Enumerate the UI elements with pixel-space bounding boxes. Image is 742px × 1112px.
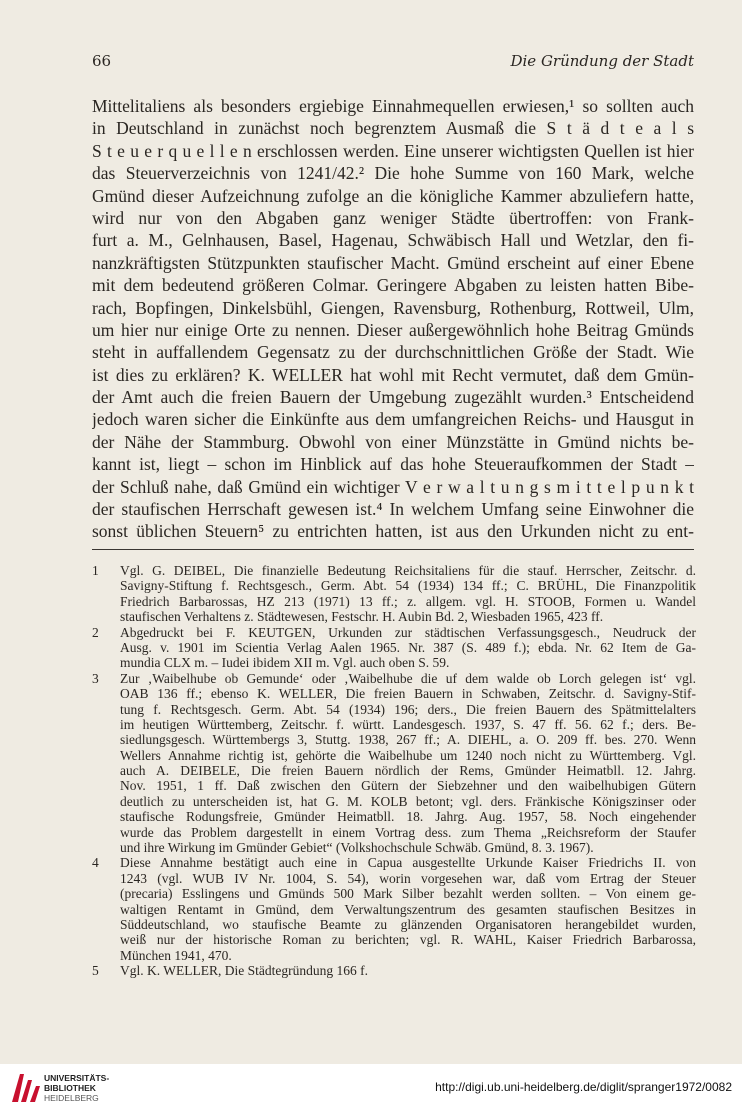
- footnote-line: mundia CLX m. – Iudei ibidem XII m. Vgl. auch oben S. 59.: [120, 655, 450, 671]
- footnote-line: waltigen Rentamt in Gmünd, dem Verwaltungszentrum des gesamten staufischen Besitzes in: [120, 901, 696, 917]
- footnote-number: 4: [92, 855, 99, 871]
- footnote-line: Ausg. v. 1901 im Scientia Verlag Aalen 1965. Nr. 387 (S. 489 f.); ebda. Nr. 62 Item de Ga-: [120, 639, 696, 655]
- footnote-line: tung f. Rechtsgesch. Germ. Abt. 54 (1934) 196; ders., Die freien Bauern des Spätmittelalters: [120, 701, 696, 717]
- text-line: rach, Bopfingen, Dinkelsbühl, Giengen, Ravensburg, Rothenburg, Rottweil, Ulm,: [92, 297, 694, 318]
- footnote-line: auch A. DEIBELE, Die freien Bauern nördlich der Rems, Gmünder Heimatbll. 12. Jahrg.: [120, 763, 696, 779]
- footnote-line: Nov. 1951, 1 ff. Daß zwischen den Gütern der Siebzehner und den waibelhubigen Gütern: [120, 778, 696, 794]
- text-line: Mittelitaliens als besonders ergiebige Einnahmequellen erwiesen,¹ so sollten auch: [92, 96, 694, 116]
- text-line: kannt ist, liegt – schon im Hinblick auf das hohe Steueraufkommen der Stadt –: [92, 454, 694, 475]
- footnote-line: (precaria) Esslingens und Gmünds 500 Mark Silber bezahlt werden sollten. – Von einem ge-: [120, 886, 696, 902]
- footnote: [92, 963, 696, 979]
- body-text: [92, 95, 694, 543]
- footnote: [92, 624, 696, 671]
- text-line: das Steuerverzeichnis von 1241/42.² Die hohe Summe von 160 Mark, welche: [92, 163, 694, 184]
- footnote-line: Savigny-Stiftung f. Rechtsgesch., Germ. Abt. 54 (1934) 134 ff.; C. BRÜHL, Die Finanzpolitik: [120, 578, 696, 594]
- footnote-line: 1243 (vgl. WUB IV Nr. 1004, S. 54), worin vorgesehen war, daß vom Ertrag der Steuer: [120, 870, 696, 886]
- running-title: Die Gründung der Stadt: [510, 52, 694, 70]
- text-line: furt a. M., Gelnhausen, Basel, Hagenau, Schwäbisch Hall und Wetzlar, den fi-: [92, 230, 694, 251]
- text-line: mit dem bedeutend größeren Colmar. Geringere Abgaben zu leisten hatten Bibe-: [92, 275, 694, 296]
- footnote: [92, 563, 696, 625]
- footnote-line: staufischen Verhaltens z. Städtewesen, Festschr. H. Aubin Bd. 2, Wiesbaden 1965, 423 ff.: [120, 609, 604, 625]
- footnote-line: Vgl. K. WELLER, Die Städtegründung 166 f.: [120, 963, 368, 979]
- footnote-divider: [92, 549, 694, 550]
- text-line: um hier nur einige Orte zu nennen. Dieser außergewöhnlich hohe Beitrag Gmünds: [92, 319, 694, 340]
- footnotes: [92, 563, 696, 979]
- library-line-1: UNIVERSITÄTS-: [44, 1073, 110, 1083]
- text-line: sonst üblichen Steuern⁵ zu entrichten hatten, ist aus den Urkunden nicht zu ent-: [92, 521, 694, 542]
- footnote-line: Zur ‚Waibelhube ob Gemunde‘ oder ‚Waibelhube die uf dem walde ob Lorch gelegen ist‘ vgl.: [120, 670, 696, 686]
- footnote-line: Diese Annahme bestätigt auch eine in Capua ausgestellte Urkunde Kaiser Friedrichs II. von: [120, 855, 696, 871]
- text-line: der Nähe der Stammburg. Obwohl von einer Münzstätte in Gmünd nichts be-: [92, 431, 694, 452]
- text-line: der staufischen Herrschaft gewesen ist.⁴ In welchem Umfang seine Einwohner die: [92, 499, 694, 520]
- text-line: der Amt auch die freien Bauern der Umgebung zugezählt wurden.³ Entscheidend: [92, 387, 694, 408]
- library-name: [44, 1073, 109, 1103]
- page-header: [92, 52, 694, 74]
- footnote-number: 2: [92, 624, 99, 640]
- footnote-number: 5: [92, 963, 99, 979]
- library-line-3: HEIDELBERG: [44, 1093, 99, 1103]
- footnote-line: im heutigen Württemberg, Zeitschr. f. württ. Landesgesch. 1937, S. 47 ff. 56. 62 f.; ders. Be-: [120, 716, 696, 732]
- text-line: nanzkräftigsten Stützpunkten staufischer Macht. Gmünd erscheint auf einer Ebene: [92, 252, 694, 273]
- ub-heidelberg-logo-icon: [8, 1070, 44, 1106]
- footnote-line: deutlich zu unterscheiden ist, hat G. M. KOLB betont; vgl. ders. Fränkische Königszinser oder: [120, 793, 696, 809]
- text-line: wird nur von den Abgaben ganz weniger Städte übertroffen: von Frank-: [92, 207, 694, 228]
- footnote-number: 1: [92, 563, 99, 578]
- text-line: steht in auffallendem Gegensatz zu der durchschnittlichen Größe der Stadt. Wie: [92, 342, 694, 363]
- footnote-line: siedlungsgesch. Württembergs 3, Stuttg. 1938, 267 ff.; A. DIEHL, a. O. 209 ff. bes. 270. Wenn: [120, 732, 696, 748]
- footnote-line: Wellers Annahme richtig ist, gehörte die Waibelhube um 1240 noch nicht zu Württemberg. Vgl.: [120, 747, 696, 763]
- footnote: [92, 670, 696, 856]
- page-number: 66: [92, 52, 112, 70]
- footnote-line: OAB 136 ff.; ebenso K. WELLER, Die freien Bauern in Schwaben, Zeitschr. d. Savigny-Stif-: [120, 686, 696, 702]
- footnote: [92, 855, 696, 963]
- footnote-line: Vgl. G. DEIBEL, Die finanzielle Bedeutung Reichsitaliens für die stauf. Herrscher, Zeitschr. d.: [120, 563, 696, 578]
- library-line-2: BIBLIOTHEK: [44, 1083, 96, 1093]
- text-line: ist dies zu erklären? K. WELLER hat wohl mit Recht vermutet, daß dem Gmün-: [92, 364, 694, 385]
- footnote-line: München 1941, 470.: [120, 947, 232, 963]
- footnote-line: Süddeutschland, wo staufische Beamte zu glänzenden Organisatoren herangebildet wurden,: [120, 916, 696, 932]
- viewer-footer: [0, 1064, 742, 1112]
- text-line: S t e u e r q u e l l e n erschlossen werden. Eine unserer wichtigsten Quellen ist hier: [92, 140, 694, 161]
- text-line: jedoch waren sicher die Einkünfte aus dem umfangreichen Reichs- und Hausgut in: [92, 409, 694, 430]
- text-line: der Schluß nahe, daß Gmünd ein wichtiger V e r w a l t u n g s m i t t e l p u n k t: [92, 476, 694, 497]
- footnote-number: 3: [92, 670, 99, 686]
- footnote-line: Friedrich Barbarossas, HZ 213 (1971) 13 ff.; z. allgem. vgl. H. STOOB, Formen u. Wandel: [120, 593, 696, 609]
- footnote-line: und ihre Wirkung im Gmünder Gebiet“ (Volkshochschule Schwäb. Gmünd, 8. 3. 1967).: [120, 840, 594, 856]
- source-url-link[interactable]: http://digi.ub.uni-heidelberg.de/diglit/spranger1972/0082: [435, 1080, 732, 1094]
- footnote-line: Abgedruckt bei F. KEUTGEN, Urkunden zur städtischen Verfassungsgesch., Neudruck der: [120, 624, 696, 640]
- footnote-line: wurde das Problem dargestellt in einem Vortrag dess. zum Thema „Reichsreform der Staufer: [120, 824, 696, 840]
- footnote-line: weiß nur der historische Roman zu berichten; vgl. R. WAHL, Kaiser Friedrich Barbarossa,: [120, 932, 696, 948]
- text-line: Gmünd dieser Aufzeichnung zufolge an die königliche Kammer abzuliefern hatte,: [92, 185, 694, 206]
- footnote-line: staufische Rodungsfreie, Gmünder Heimatbll. 18. Jahrg. Aug. 1957, 58. Noch eingehender: [120, 809, 696, 825]
- text-line: in Deutschland in zunächst noch begrenztem Ausmaß die S t ä d t e a l s: [92, 118, 694, 139]
